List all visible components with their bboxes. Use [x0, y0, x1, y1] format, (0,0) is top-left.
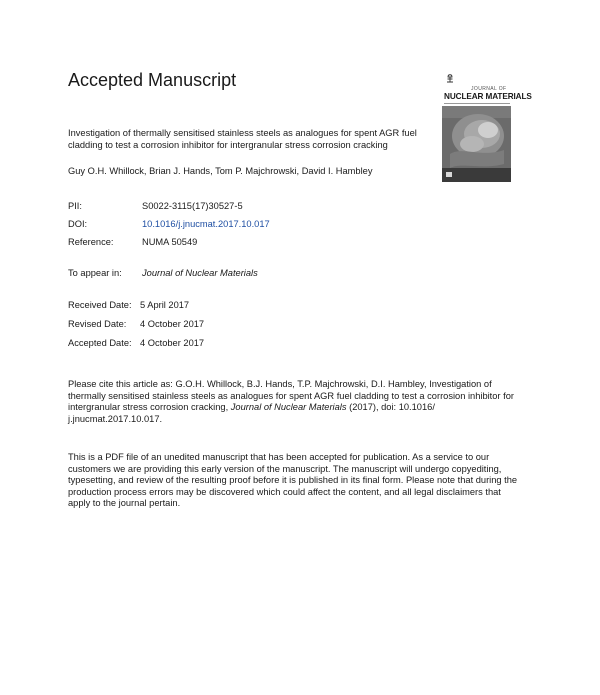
page-heading: Accepted Manuscript [68, 70, 237, 90]
doi-link[interactable]: 10.1016/j.jnucmat.2017.10.017 [142, 219, 270, 229]
reference-label: Reference: [68, 237, 114, 247]
pii-label: PII: [68, 201, 82, 211]
to-appear-label: To appear in: [68, 268, 122, 278]
citation-prefix: Please cite this article as: G.O.H. Whillock, B.J. Hands, T.P. Majchrowski, D.I. Hambley, Investigation of thermally sensitised stainless steels as analogues for spent AGR fuel cladding to test a corrosion inhibitor for intergranular stress corrosion cracking, [68, 379, 514, 413]
pii-value: S0022-3115(17)30527-5 [142, 201, 243, 211]
reference-value: NUMA 50549 [142, 237, 198, 247]
cover-journal-title: NUCLEAR MATERIALS [444, 92, 532, 101]
cover-divider [444, 103, 510, 104]
revised-date-value: 4 October 2017 [140, 319, 205, 329]
disclaimer-paragraph: This is a PDF file of an unedited manuscript that has been accepted for publication. As a service to our customers we are providing this early version of the manuscript. The manuscript will undergo copyediting, typesetting, and review of the resulting proof before it is published in its final form. Please note that during the production process errors may be discovered which could affect the content, and all legal disclaimers that apply to the journal pertain. [68, 452, 518, 509]
cover-micrograph [442, 106, 511, 182]
article-title: Investigation of thermally sensitised stainless steels as analogues for spent AGR fuel cladding to test a corrosion inhibitor for intergranular stress corrosion cracking [68, 128, 417, 151]
citation-suffix: (2017), doi: 10.1016/ j.jnucmat.2017.10.017. [68, 402, 435, 424]
received-date-label: Received Date: [68, 300, 132, 310]
doi-label: DOI: [68, 219, 88, 229]
elsevier-tree-icon [445, 72, 455, 83]
received-date-value: 5 April 2017 [140, 300, 190, 310]
citation-paragraph [68, 379, 524, 425]
accepted-date-label: Accepted Date: [68, 338, 132, 348]
revised-date-label: Revised Date: [68, 319, 127, 329]
journal-cover-thumbnail[interactable] [441, 72, 532, 182]
article-authors: Guy O.H. Whillock, Brian J. Hands, Tom P. Majchrowski, David I. Hambley [68, 166, 373, 176]
citation-journal: Journal of Nuclear Materials [230, 402, 347, 413]
cover-image [442, 106, 511, 182]
cover-kicker: JOURNAL OF [471, 86, 507, 92]
accepted-date-value: 4 October 2017 [140, 338, 205, 348]
to-appear-journal: Journal of Nuclear Materials [142, 268, 258, 278]
